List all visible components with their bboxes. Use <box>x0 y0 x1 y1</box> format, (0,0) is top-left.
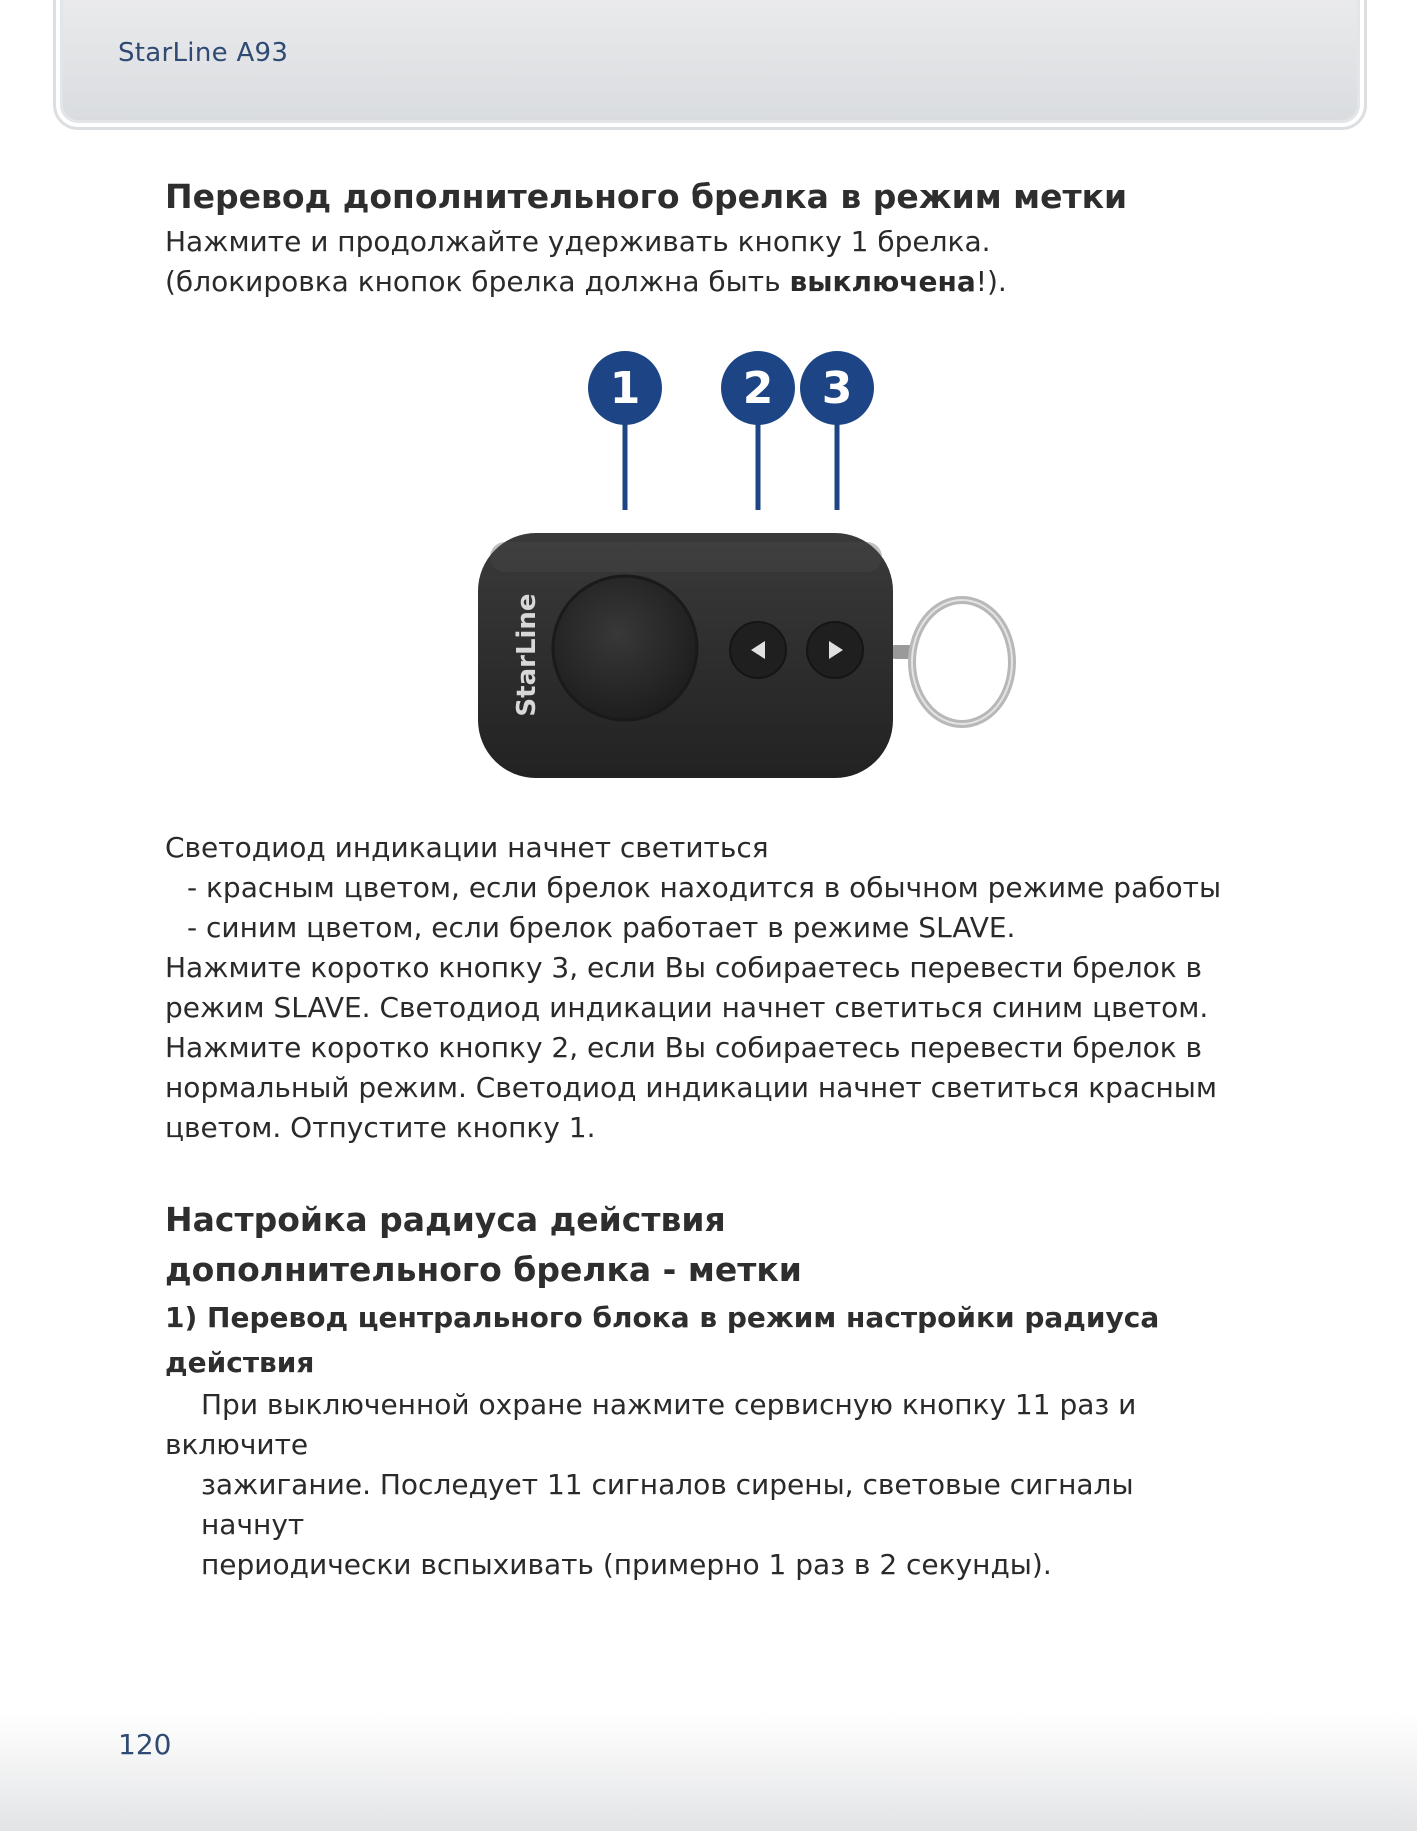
led-blue-item: - синим цветом, если брелок работает в режиме SLAVE. <box>187 911 1016 944</box>
callout-3-label: 3 <box>821 363 853 414</box>
section1-line2-before: (блокировка кнопок брелка должна быть <box>165 265 790 298</box>
body-line-2: режим SLAVE. Светодиод индикации начнет светиться синим цветом. <box>165 991 1209 1024</box>
body-line-3: Нажмите коротко кнопку 2, если Вы собираетесь перевести брелок в <box>165 1031 1203 1064</box>
section2-para-line3: зажигание. Последует 11 сигналов сирены, световые сигналы начнут <box>201 1468 1134 1541</box>
footer-band <box>0 1713 1417 1831</box>
callout-2-label: 2 <box>742 363 774 414</box>
step1-heading-line2: действия <box>165 1346 315 1379</box>
section1-line2 <box>165 262 1245 302</box>
running-head: StarLine A93 <box>118 38 289 68</box>
section1-title: Перевод дополнительного брелка в режим метки <box>165 177 1128 216</box>
keyfob-illustration <box>300 330 1080 790</box>
section1 <box>165 172 1245 302</box>
step1-heading-line1: 1) Перевод центрального блока в режим настройки радиуса <box>165 1301 1160 1334</box>
section1-line1: Нажмите и продолжайте удерживать кнопку 1 брелка. <box>165 225 991 258</box>
body-line-4: нормальный режим. Светодиод индикации начнет светиться красным <box>165 1071 1218 1104</box>
body-line-1: Нажмите коротко кнопку 3, если Вы собираетесь перевести брелок в <box>165 951 1203 984</box>
led-intro: Светодиод индикации начнет светиться <box>165 831 769 864</box>
section1-body <box>165 828 1245 1148</box>
fob-brand-label: StarLine <box>512 593 542 717</box>
section2-title-line1: Настройка радиуса действия <box>165 1200 726 1239</box>
section1-line2-after: !). <box>975 265 1007 298</box>
body-line-5: цветом. Отпустите кнопку 1. <box>165 1111 596 1144</box>
section2-title-line2: дополнительного брелка - метки <box>165 1250 802 1289</box>
section2-para-line4: периодически вспыхивать (примерно 1 раз в 2 секунды). <box>201 1548 1052 1581</box>
page-number: 120 <box>118 1728 172 1761</box>
section2 <box>165 1195 1245 1585</box>
fob-button-1 <box>553 576 697 720</box>
section2-para-line1: При выключенной охране нажмите сервисную кнопку 11 раз и <box>201 1388 1137 1421</box>
keyfob-figure <box>300 330 1080 790</box>
led-red-item: - красным цветом, если брелок находится в обычном режиме работы <box>187 871 1222 904</box>
section2-para-line2: включите <box>165 1428 309 1461</box>
callout-1-label: 1 <box>609 363 641 414</box>
section1-line2-bold: выключена <box>789 265 976 298</box>
